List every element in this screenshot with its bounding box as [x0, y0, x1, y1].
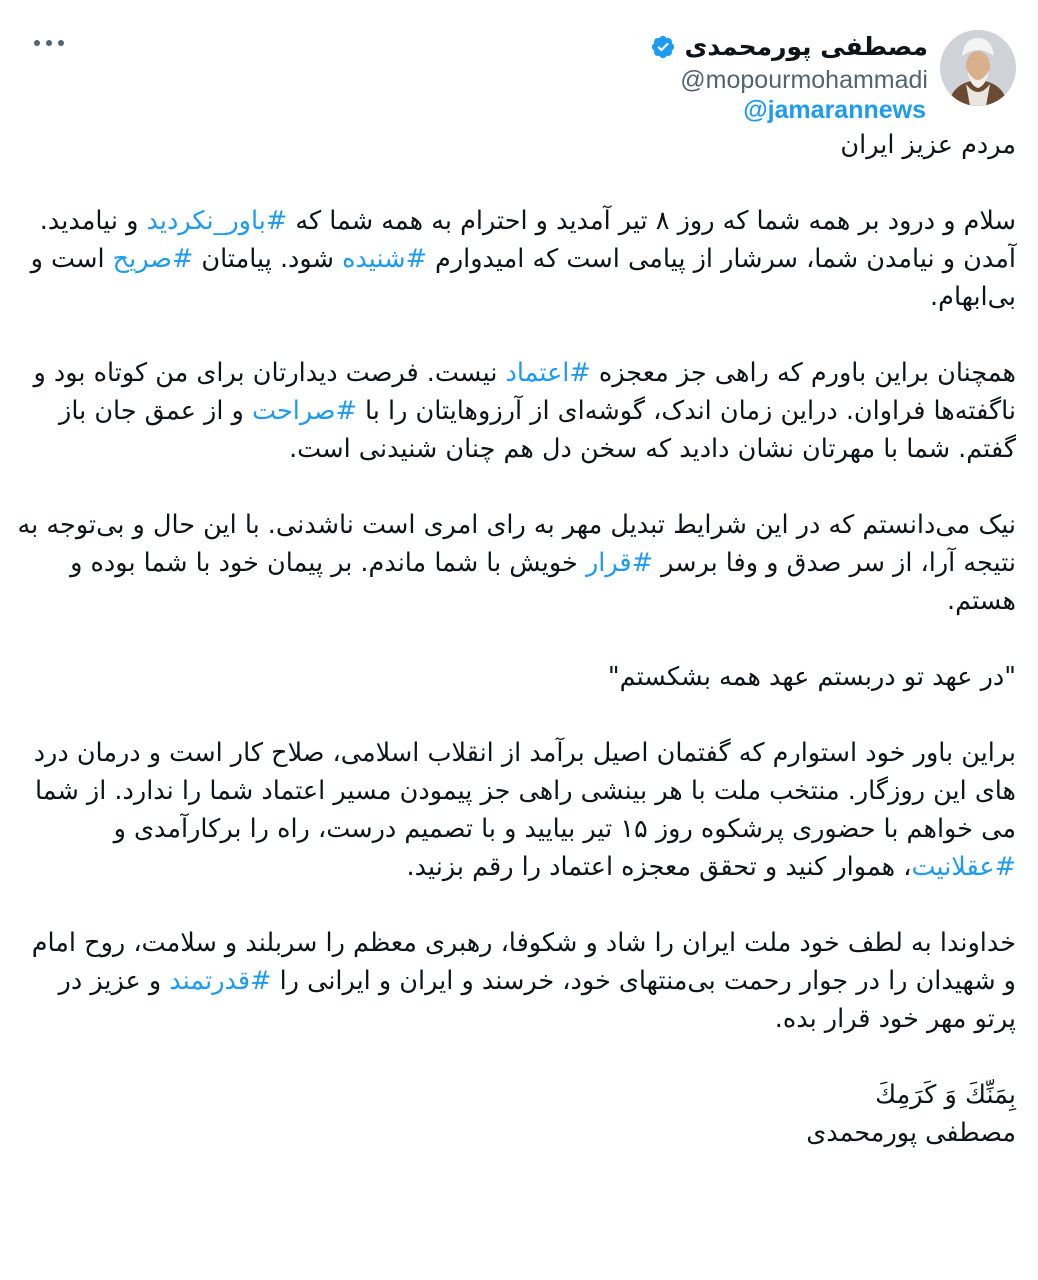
greeting: مردم عزیز ایران	[840, 130, 1016, 160]
hashtag-link[interactable]: #باور_نکردید	[146, 206, 288, 236]
hashtag-link[interactable]: #شنیده	[342, 244, 427, 274]
paragraph-3: نیک می‌دانستم که در این شرایط تبدیل مهر به رای امری است ناشدنی. با این حال و بی‌توجه به نتیجه آرا، از سر صدق و وفا برسر #قرار خویش با شما ماندم. بر پیمان خود با شما بوده و هستم.	[17, 510, 1016, 616]
ellipsis-icon	[58, 40, 64, 46]
tweet-body	[16, 126, 1016, 1152]
hashtag-link[interactable]: #اعتماد	[505, 358, 591, 388]
paragraph-1: سلام و درود بر همه شما که روز ۸ تیر آمدید و احترام به همه شما که #باور_نکردید و نیامدید. آمدن و نیامدن شما، سرشار از پیامی است که امیدوارم #شنیده شود. پیامتان #صریح است و بی‌ابهام.	[30, 206, 1016, 312]
closing-prayer: بِمَنِّكَ وَ كَرَمِكَ	[875, 1080, 1016, 1110]
paragraph-4: براین باور خود استوارم که گفتمان اصیل برآمد از انقلاب اسلامی، صلاح کار است و درمان درد های این روزگار. منتخب ملت با هر بینشی راهی جز پیمودن مسیر اعتماد شما را ندارد. از شما می خواهم با حضوری پرشکوه روز ۱۵ تیر بیایید و با تصمیم درست، راه را برکارآمدی و #عقلانیت، هموار کنید و تحقق معجزه اعتماد را رقم بزنید.	[33, 738, 1016, 882]
paragraph-5: خداوندا به لطف خود ملت ایران را شاد و شکوفا، رهبری معظم را سربلند و سلامت، روح امام و شهیدان را در جوار رحمت بی‌منتهای خود، خرسند و ایران و ایرانی را #قدرتمند و عزیز در پرتو مهر خود قرار بده.	[31, 928, 1016, 1034]
quote: "در عهد تو دربستم عهد همه بشکستم"	[607, 662, 1016, 692]
hashtag-link[interactable]: #صریح	[112, 244, 194, 274]
watermark: @jamarannews	[743, 96, 926, 124]
user-handle[interactable]: @mopourmohammadi	[680, 66, 928, 94]
avatar[interactable]	[940, 30, 1016, 106]
hashtag-link[interactable]: #قرار	[585, 548, 653, 578]
paragraph-2: همچنان براین باورم که راهی جز معجزه #اعتماد نیست. فرصت دیدارتان برای من کوتاه بود و ناگفته‌ها فراوان. دراین زمان اندک، گوشه‌ای از آرزوهایتان را با #صراحت و از عمق جان باز گفتم. شما با مهرتان نشان دادید که سخن دل هم چنان شنیدنی است.	[33, 358, 1016, 464]
verified-badge-icon	[650, 34, 676, 60]
hashtag-link[interactable]: #صراحت	[251, 396, 357, 426]
hashtag-link[interactable]: #عقلانیت	[911, 852, 1016, 882]
signature: مصطفی پورمحمدی	[806, 1118, 1016, 1148]
ellipsis-icon	[34, 40, 40, 46]
hashtag-link[interactable]: #قدرتمند	[169, 966, 272, 996]
tweet-header	[0, 24, 1038, 134]
profile-photo-icon	[940, 30, 1016, 106]
ellipsis-icon	[46, 40, 52, 46]
more-options-button[interactable]	[28, 34, 70, 52]
display-name[interactable]: مصطفی پورمحمدی	[684, 32, 928, 61]
